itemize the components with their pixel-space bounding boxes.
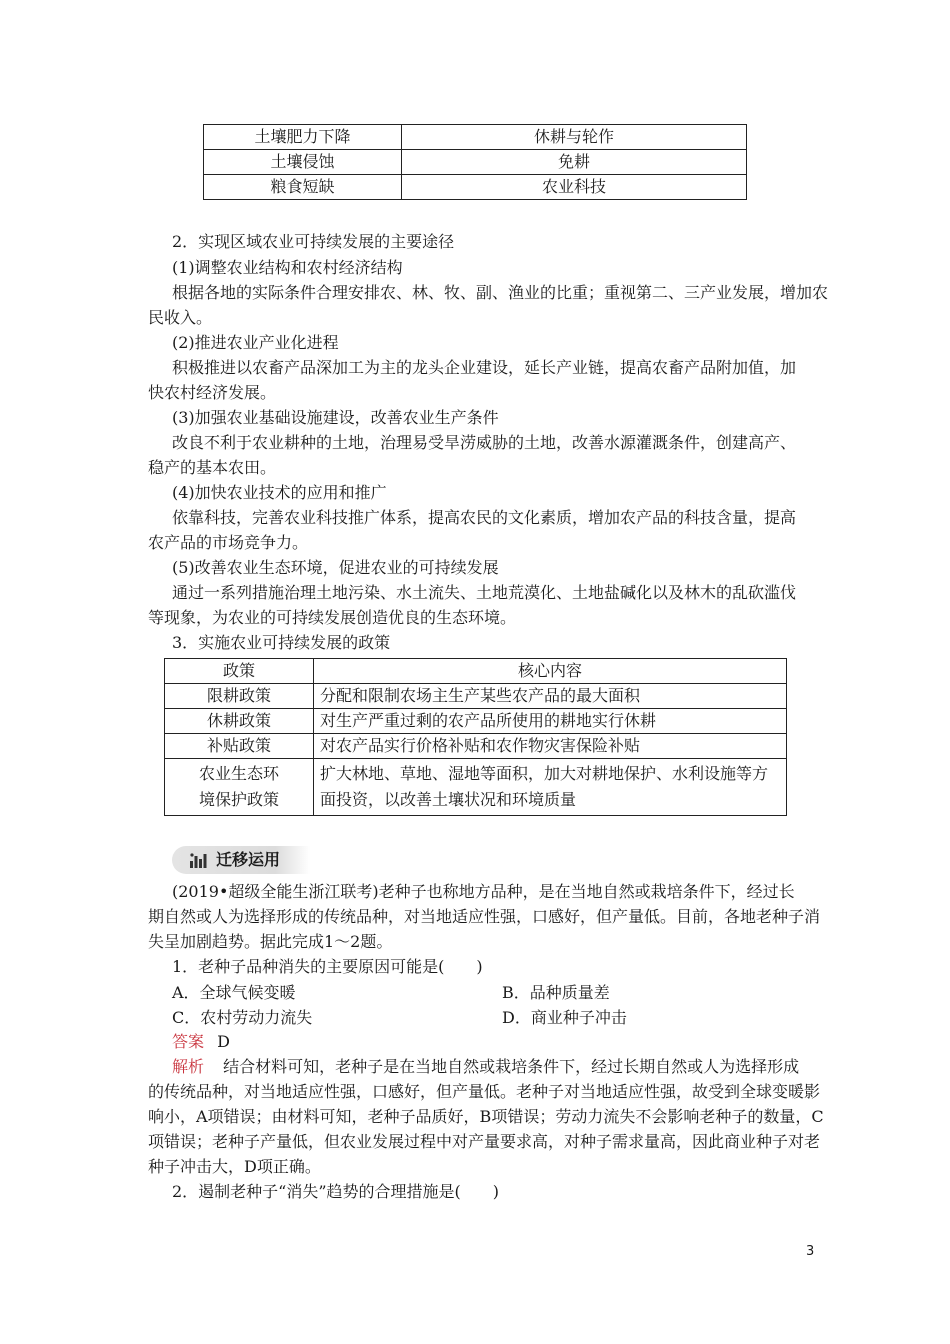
cell-line: 农业生态环: [198, 764, 279, 783]
intro-line: 失呈加剧趋势。据此完成1～2题。: [148, 932, 393, 951]
item-title: (4)加快农业技术的应用和推广: [172, 483, 387, 502]
table-row: [165, 759, 787, 816]
table-cell: 补贴政策: [165, 734, 314, 759]
table-cell: 休耕政策: [165, 709, 314, 734]
answer-label: 答案: [172, 1032, 205, 1051]
paragraph-line: 等现象，为农业的可持续发展创造优良的生态环境。: [148, 608, 517, 627]
option-a: A．全球气候变暖: [172, 983, 296, 1002]
paragraph-line: 依靠科技，完善农业科技推广体系，提高农民的文化素质，增加农产品的科技含量，提高: [172, 508, 797, 527]
table-row: [204, 175, 747, 200]
analysis-line: 种子冲击大，D项正确。: [148, 1157, 321, 1176]
paragraph-line: 积极推进以农畜产品深加工为主的龙头企业建设，延长产业链，提高农畜产品附加值，加: [172, 358, 797, 377]
table-cell: [165, 759, 314, 816]
table-header-row: [165, 659, 787, 684]
option-c: C．农村劳动力流失: [172, 1008, 313, 1027]
policy-table: [164, 658, 787, 816]
analysis-first-line: [172, 1057, 799, 1077]
table-cell: 分配和限制农场主生产某些农产品的最大面积: [314, 684, 787, 709]
measures-table: [203, 124, 747, 200]
table-cell: 对生产严重过剩的农产品所使用的耕地实行休耕: [314, 709, 787, 734]
question-stem: 2．遏制老种子“消失”趋势的合理措施是( ): [172, 1182, 500, 1201]
answer-line: [172, 1032, 230, 1052]
answer-value: D: [217, 1032, 230, 1051]
table-cell: 休耕与轮作: [402, 125, 747, 150]
cell-line: 境保护政策: [198, 790, 279, 809]
paragraph-line: 根据各地的实际条件合理安排农、林、牧、副、渔业的比重；重视第二、三产业发展，增加农: [172, 283, 829, 302]
analysis-label: 解析: [172, 1057, 205, 1076]
page-number: 3: [806, 1244, 815, 1259]
option-b: B．品种质量差: [502, 983, 610, 1002]
paragraph-line: 通过一系列措施治理土地污染、水土流失、土地荒漠化、土地盐碱化以及林木的乱砍滥伐: [172, 583, 797, 602]
section-banner: [172, 846, 310, 874]
table-cell: 限耕政策: [165, 684, 314, 709]
item-title: (3)加强农业基础设施建设，改善农业生产条件: [172, 408, 499, 427]
analysis-line: 响小，A项错误；由材料可知，老种子品质好，B项错误；劳动力流失不会影响老种子的数量，C: [148, 1107, 824, 1126]
paragraph-line: 农产品的市场竞争力。: [148, 533, 309, 552]
table-cell: [314, 759, 787, 816]
table-cell: 粮食短缺: [204, 175, 402, 200]
analysis-line: 的传统品种，对当地适应性强，口感好，但产量低。老种子对当地适应性强，故受到全球变暖影: [148, 1082, 821, 1101]
cell-line: 面投资，以改善土壤状况和环境质量: [320, 790, 577, 809]
table-cell: 土壤肥力下降: [204, 125, 402, 150]
bar-chart-icon: [190, 852, 208, 868]
table-cell: 农业科技: [402, 175, 747, 200]
analysis-line: 结合材料可知，老种子是在当地自然或栽培条件下，经过长期自然或人为选择形成: [223, 1057, 800, 1076]
item-title: (1)调整农业结构和农村经济结构: [172, 258, 403, 277]
paragraph-line: 稳产的基本农田。: [148, 458, 277, 477]
question-stem: 1．老种子品种消失的主要原因可能是( ): [172, 957, 483, 976]
item-title: (2)推进农业产业化进程: [172, 333, 339, 352]
section-banner-title: 迁移运用: [216, 850, 281, 869]
table-row: [165, 734, 787, 759]
paragraph-line: 改良不利于农业耕种的土地，治理易受旱涝威胁的土地，改善水源灌溉条件，创建高产、: [172, 433, 797, 452]
cell-line: 扩大林地、草地、湿地等面积，加大对耕地保护、水利设施等方: [320, 764, 769, 783]
item-title: (5)改善农业生态环境，促进农业的可持续发展: [172, 558, 499, 577]
table-row: [204, 125, 747, 150]
intro-line: 期自然或人为选择形成的传统品种，对当地适应性强，口感好，但产量低。目前，各地老种子消: [148, 907, 821, 926]
table-row: [165, 684, 787, 709]
intro-line: (2019•超级全能生浙江联考)老种子也称地方品种，是在当地自然或栽培条件下，经过长: [172, 882, 795, 901]
table-row: [204, 150, 747, 175]
table-cell: 土壤侵蚀: [204, 150, 402, 175]
table-header-cell: 政策: [165, 659, 314, 684]
option-d: D．商业种子冲击: [502, 1008, 627, 1027]
table-cell: 对农产品实行价格补贴和农作物灾害保险补贴: [314, 734, 787, 759]
table-row: [165, 709, 787, 734]
section-heading: 3．实施农业可持续发展的政策: [172, 633, 391, 652]
paragraph-line: 民收入。: [148, 308, 213, 327]
analysis-line: 项错误；老种子产量低，但农业发展过程中对产量要求高，对种子需求量高，因此商业种子对老: [148, 1132, 821, 1151]
section-heading: 2．实现区域农业可持续发展的主要途径: [172, 232, 455, 251]
table-cell: 免耕: [402, 150, 747, 175]
table-header-cell: 核心内容: [314, 659, 787, 684]
paragraph-line: 快农村经济发展。: [148, 383, 277, 402]
